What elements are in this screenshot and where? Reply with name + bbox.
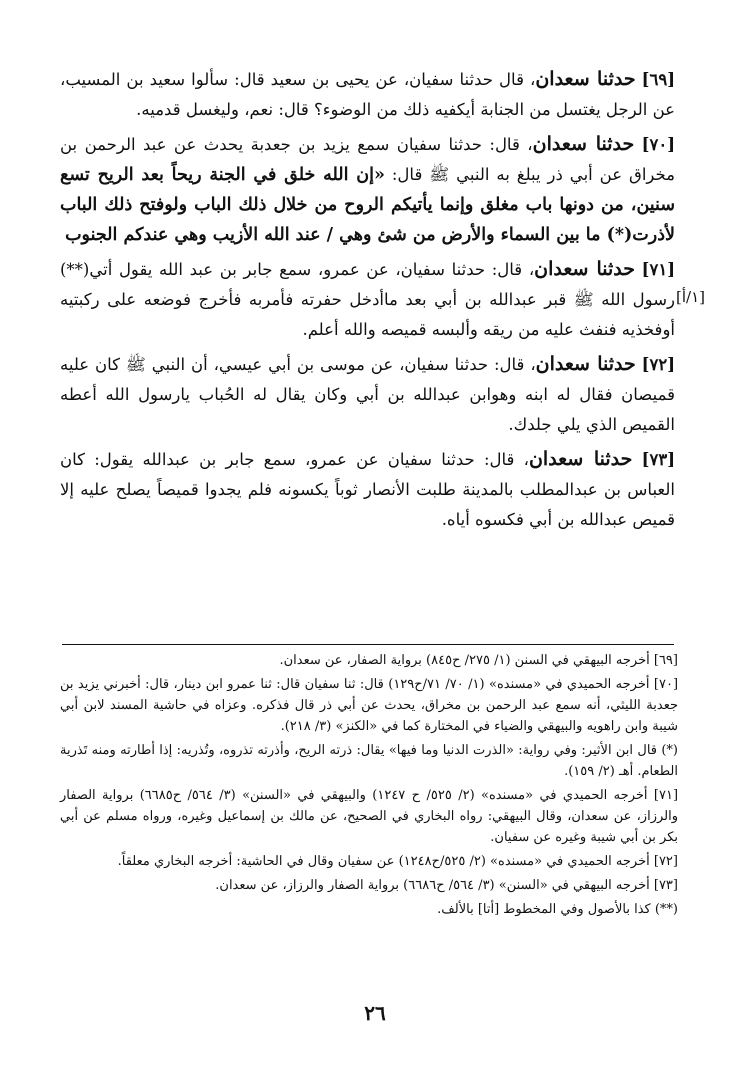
hadith-71 (60, 254, 675, 345)
footnote: [٧٠] أخرجه الحميدي في «مسنده» (١/ ٧٠/ ٧١/ح١٢٩) قال: ثنا سفيان قال: ثنا عمرو ابن دينار، قال: أخبرني يزيد بن جعدبة الليثي، أنه سمع عبد الرحمن بن مخراق، يحدث عن أبي ذر قال فذكره. وعزاه في حاشية المسند لابن أبي شيبة وابن راهويه والبيهقي والضياء في المختارة كما في «الكنز» (٣/ ٢١٨). (60, 677, 679, 734)
footnote: [٧١] أخرجه الحميدي في «مسنده» (٢/ ٥٢٥/ ح ١٢٤٧) والبيهقي في «السنن» (٣/ ٥٦٤/ ح٦٦٨٥) برواية الصفار والرزاز، عن سعدان، وقال البيهقي: رواه البخاري في الصحيح، عن مالك بن إسماعيل وغيره، ورواه مسلم عن أبي بكر بن أبي شيبة وغيره عن سفيان. (60, 788, 679, 845)
hadith-lead: حدثنا سعدان (534, 258, 635, 280)
hadith-72 (60, 349, 675, 440)
hadith-text: ، قال: حدثنا سفيان عن عمرو، سمع جابر بن عبدالله يقول: كان العباس بن عبدالمطلب بالمدينة طلبت الأنصار ثوباً يكسونه فلم يجدوا قميصاً يصلح عليه إلا قميص عبدالله بن أبي فكسوه أياه. (60, 450, 675, 529)
hadith-number: [٧٠] (641, 135, 676, 154)
hadith-text: ، قال: حدثنا سفيان، عن عمرو، سمع جابر بن عبد الله يقول أتي(**) رسول الله ﷺ قبر عبدالله بن أبي بعد ماأدخل حفرته فأمربه فأخرج فوضعه على ركبتيه أوفخذيه فنفث عليه من ريقه وألبسه قميصه والله أعلم. (60, 260, 675, 339)
page-number: ٢٦ (364, 1001, 386, 1025)
manuscript-folio-marker: [١/أ] (676, 288, 706, 306)
hadith-text: ، قال: حدثنا سفيان، عن موسى بن أبي عيسي، أن النبي ﷺ كان عليه قميصان فقال له ابنه وهوابن عبدالله بن أبي وكان يقال له الحُباب يارسول الله أعطه القميص الذي يلي جلدك. (60, 355, 675, 434)
hadith-number: [٧٣] (641, 450, 676, 469)
main-text (60, 64, 675, 539)
footnote: (*) قال ابن الأثير: وفي رواية: «الذرت الدنيا وما فيها» يقال: ذرته الريح، وأذرته تذروه، وتُذريه: إذا أطارته ومنه تَذرية الطعام. أهـ (٢/ ١٥٩). (60, 743, 678, 779)
hadith-lead: حدثنا سعدان (532, 133, 635, 155)
hadith-text: ، قال حدثنا سفيان، عن يحيى بن سعيد قال: سألوا سعيد بن المسيب، عن الرجل يغتسل من الجنابة أيكفيه ذلك من الوضوء؟ قال: نعم، وليغسل قدميه. (60, 70, 675, 119)
hadith-matn: «إن الله خلق في الجنة ريحاً بعد الريح تسع سنين، من دونها باب مغلق وإنما يأتيكم الروح من خلال ذلك الباب ولوفتح ذلك الباب لأذرت(*) ما بين السماء والأرض من شئ وهي / عند الله الأزيب وهي عندكم الجنوب (60, 165, 675, 245)
hadith-70 (60, 129, 675, 250)
footnote: [٧٣] أخرجه البيهقي في «السنن» (٣/ ٥٦٤/ ح٦٦٨٦) برواية الصفار والرزاز، عن سعدان. (215, 878, 678, 893)
footnote: (**) كذا بالأصول وفي المخطوط [أتا] بالألف. (437, 902, 678, 917)
hadith-lead: حدثنا سعدان (535, 68, 636, 90)
hadith-73 (60, 444, 675, 535)
hadith-lead: حدثنا سعدان (528, 448, 633, 470)
footnote: [٦٩] أخرجه البيهقي في السنن (١/ ٢٧٥/ ح٨٤٥) برواية الصفار، عن سعدان. (279, 653, 678, 668)
hadith-number: [٦٩] (641, 70, 676, 89)
hadith-lead: حدثنا سعدان (535, 353, 636, 375)
hadith-69 (60, 64, 675, 125)
hadith-number: [٧١] (641, 260, 676, 279)
hadith-text: ، قال: حدثنا سفيان سمع يزيد بن جعدبة يحدث عن عبد الرحمن بن مخراق عن أبي ذر يبلغ به النبي ﷺ قال: (60, 135, 676, 184)
footnote-divider (62, 644, 674, 645)
hadith-number: [٧٢] (641, 355, 675, 374)
footnote: [٧٢] أخرجه الحميدي في «مسنده» (٢/ ٥٢٥/ح١٢٤٨) عن سفيان وقال في الحاشية: أخرجه البخاري معلقاً. (117, 854, 678, 869)
footnotes (60, 650, 678, 923)
